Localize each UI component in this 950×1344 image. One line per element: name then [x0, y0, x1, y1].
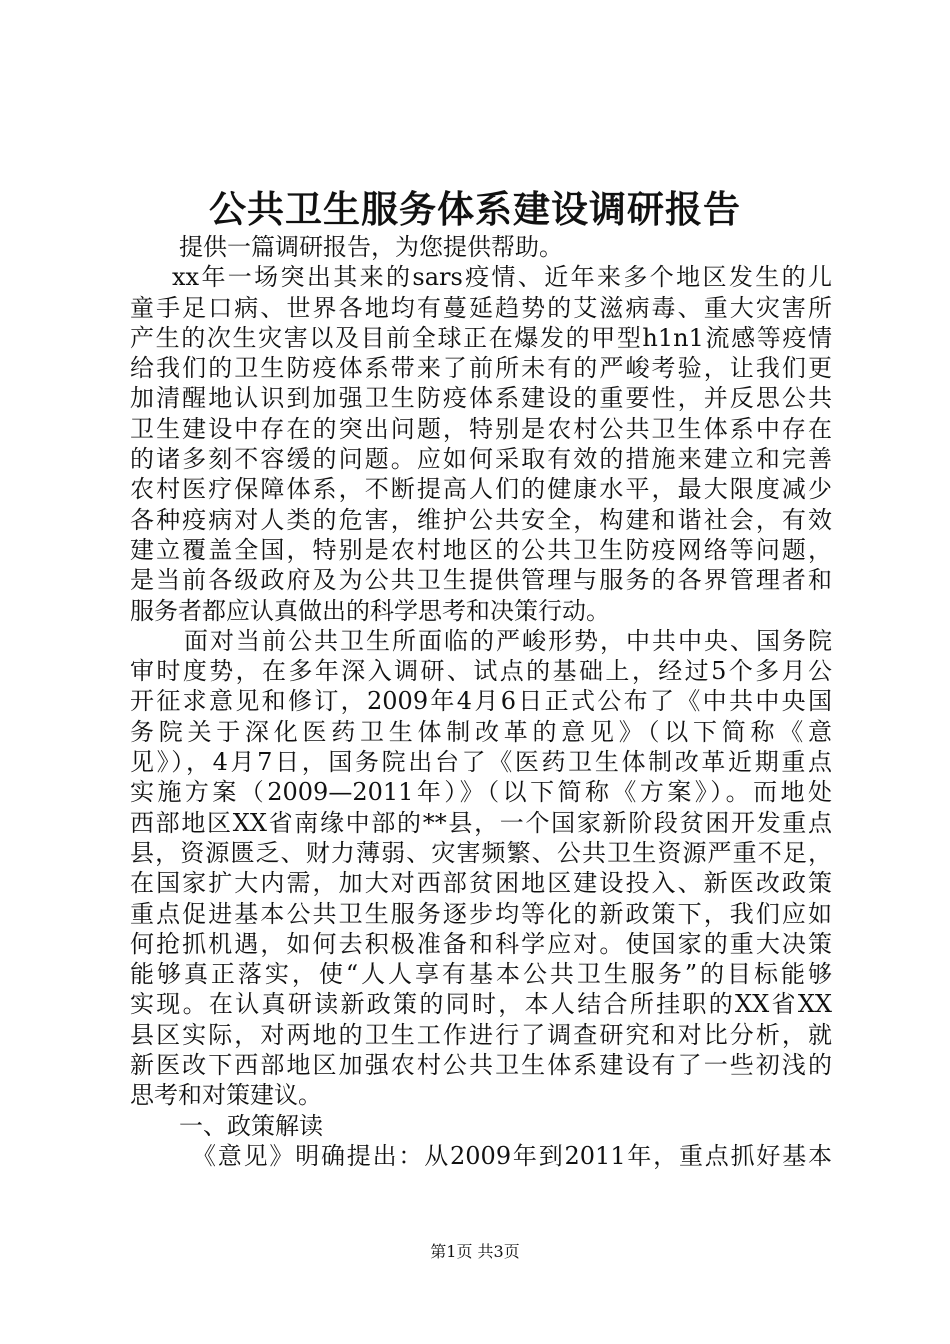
body-line: 童手足口病、世界各地均有蔓延趋势的艾滋病毒、重大灾害所 [130, 293, 832, 322]
body-line: 县区实际，对两地的卫生工作进行了调查研究和对比分析，就 [130, 1020, 832, 1049]
body-line: 建立覆盖全国，特别是农村地区的公共卫生防疫网络等问题， [130, 535, 832, 564]
body-line: 卫生建设中存在的突出问题，特别是农村公共卫生体系中存在 [130, 414, 832, 443]
body-line: 西部地区XX省南缘中部的**县，一个国家新阶段贫困开发重点 [130, 808, 832, 837]
body-line: 新医改下西部地区加强农村公共卫生体系建设有了一些初浅的 [130, 1051, 832, 1080]
body-line: 的诸多刻不容缓的问题。应如何采取有效的措施来建立和完善 [130, 445, 832, 474]
body-line: 实施方案（2009—2011年）》（以下简称《方案》）。而地处 [130, 778, 832, 807]
body-line: 审时度势，在多年深入调研、试点的基础上，经过5个多月公 [130, 657, 832, 686]
body-line: 面对当前公共卫生所面临的严峻形势，中共中央、国务院 [184, 626, 832, 655]
body-line: 开征求意见和修订，2009年4月6日正式公布了《中共中央国 [130, 687, 832, 716]
body-line: 各种疫病对人类的危害，维护公共安全，构建和谐社会，有效 [130, 505, 832, 534]
document-title: 公共卫生服务体系建设调研报告 [209, 187, 741, 231]
body-line: 农村医疗保障体系，不断提高人们的健康水平，最大限度减少 [130, 475, 832, 504]
body-line: 重点促进基本公共卫生服务逐步均等化的新政策下，我们应如 [130, 899, 832, 928]
body-line: 县，资源匮乏、财力薄弱、灾害频繁、公共卫生资源严重不足， [130, 838, 832, 867]
body-line: 是当前各级政府及为公共卫生提供管理与服务的各界管理者和 [130, 566, 832, 595]
document-body [130, 232, 832, 1171]
body-line: 加清醒地认识到加强卫生防疫体系建设的重要性，并反思公共 [130, 384, 832, 413]
body-line: 思考和对策建议。 [130, 1081, 322, 1110]
section-heading: 一、政策解读 [179, 1111, 323, 1140]
body-line: 何抢抓机遇，如何去积极准备和科学应对。使国家的重大决策 [130, 929, 832, 958]
page-footer: 第1页 共3页 [430, 1242, 520, 1261]
body-line: 能够真正落实，使“人人享有基本公共卫生服务”的目标能够 [130, 960, 832, 989]
body-line: 实现。在认真研读新政策的同时，本人结合所挂职的XX省XX [130, 990, 832, 1019]
body-line: 务院关于深化医药卫生体制改革的意见》（以下简称《意 [130, 717, 832, 746]
body-line: 在国家扩大内需，加大对西部贫困地区建设投入、新医改政策 [130, 869, 832, 898]
body-line: 提供一篇调研报告，为您提供帮助。 [179, 233, 563, 261]
body-line: 服务者都应认真做出的科学思考和决策行动。 [130, 596, 610, 625]
body-line: 产生的次生灾害以及目前全球正在爆发的甲型h1n1流感等疫情 [130, 323, 832, 352]
body-line: 给我们的卫生防疫体系带来了前所未有的严峻考验，让我们更 [130, 354, 832, 383]
body-line: xx年一场突出其来的sars疫情、近年来多个地区发生的儿 [172, 263, 832, 292]
body-line: 《意见》明确提出：从2009年到2011年，重点抓好基本 [192, 1141, 832, 1170]
body-line: 见》），4月7日，国务院出台了《医药卫生体制改革近期重点 [130, 748, 832, 777]
